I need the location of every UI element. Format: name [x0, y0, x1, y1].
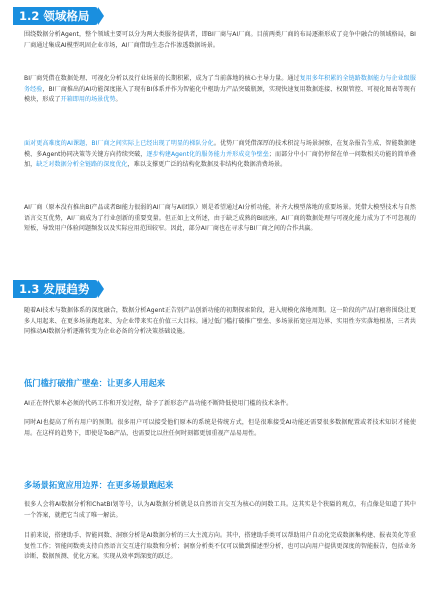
- paragraph-bi-vendors: BI厂商凭借在数据处理、可视化分析以及行业场景的长期积累，成为了当前落地的核心主导力量。通过复用多年积累的全链路数据能力与企业级服务经验，BI厂商推出的AI功能深度嵌入了现有BI体系并作为智能化中枢助力产品突破瓶颈，实现快速复用数据连接、权限管控、可视化图表等现有模块，形成了开箱即用的场景优势。: [24, 75, 416, 104]
- highlight-scenario-advantage: 开箱即用的场景优势: [60, 96, 116, 104]
- subheading-multi-scenario: 多场景拓宽应用边界：在更多场景跑起来: [24, 480, 174, 490]
- paragraph-multi-scenario-2: 目前来说，搭建助手、智能问数、洞察分析是AI数据分析的三大主流方向。其中，搭建助手类可以帮助用户自动化完成数据集构建、报表美化等重复性工作；智能问数类支持自然语言交互进行取数和分析；洞察分析类不仅可以做到描述型分析，也可以向用户提供更深度的智能报告，包括业务诊断、数据预测、优化方案。实现从效率到深度的跃迁。: [24, 532, 416, 561]
- paragraph-low-barrier-2: 同时AI也提高了所有用户的预期。很多用户可以接受他们原本的系统是传统方式，但是很难接受AI功能还需要很多数据配置或者技术知识才能使用。在这样的趋势下，即使是ToB产品，也需要比以往任何时刻都更加重视产品易用性。: [24, 419, 416, 437]
- highlight-capability-reuse: 复用多年积累的全链路数据能力与企业级服务经验: [24, 75, 416, 93]
- highlight-pipeline-gap: 缺乏对数据分析全链路的深度优化: [36, 161, 128, 169]
- section-heading-trends: 1.3 发展趋势: [13, 280, 98, 298]
- paragraph-tier-differentiation: 面对更高难度的AI课题，BI厂商之间实际上已经出现了明显的梯队分化。优势厂商凭借深厚的技术积淀与场景洞察，在复杂报告生成、智能数据建模、多Agent协同决策等关键方向持续突破，逐步构建Agent化的服务能力并形成竞争壁垒；而部分中小厂商仍停留在单一问数相关功能的简单叠加，缺乏对数据分析全链路的深度优化，难以支撑更广泛的结构化数据及非结构化数据消费场景。: [24, 140, 417, 169]
- paragraph-multi-scenario-1: 很多人会将AI数据分析和ChatBI划等号，认为AI数据分析就是以自然语言交互为核心的问数工具。这其实是个狭隘的观点，有点像是知道了其中一个答案，就把它当成了唯一解法。: [24, 501, 416, 519]
- paragraph-overview: 围绕数据分析Agent，整个领域主要可以分为两大类服务提供者，即BI厂商与AI厂商。目前两类厂商的布局逐渐形成了竞争中融合的领域格局，BI厂商通过集成AI模型巩固企业市场，AI厂商借助生态合作渗透数据场景。: [24, 31, 416, 49]
- paragraph-low-barrier-1: AI正在替代原本必须的代码工作和开发过程，给予了新形态产品功能不断降低使用门槛的技术条件。: [24, 400, 293, 407]
- highlight-agent-barrier: 逐步构建Agent化的服务能力并形成竞争壁垒: [146, 150, 269, 158]
- subheading-low-barrier: 低门槛打破推广壁垒：让更多人用起来: [24, 378, 166, 388]
- highlight-tier-split: 面对更高难度的AI课题，BI厂商之间实际上已经出现了明显的梯队分化: [24, 140, 214, 147]
- paragraph-ai-vendors: AI厂商（原本没有推出BI产品或者BI能力很弱的AI厂商与AI团队）则是希望通过AI分析功能，补齐大模型落地的重要场景。凭借大模型技术与自然语言交互优势，AI厂商成为了行业创新的重要变量。但正如上文所述，由于缺乏成熟的BI底座，AI厂商的数据处理与可视化能力成为了不可忽视的短板，导致用户体验问题频发以及实际应用范围较窄。因此，部分AI厂商也在寻求与BI厂商之间的合作共赢。: [24, 204, 416, 233]
- section-heading-landscape: 1.2 领域格局: [13, 7, 98, 25]
- paragraph-trends-overview: 随着AI技术与数据体系的深度融合，数据分析Agent正告别产品创新功能的初期探索阶段，进入规模化落地周期。这一阶段的产品打磨将围绕让更多人用起来、在更多场景跑起来、为企业带来实在价值三大目标。通过低门槛打破推广壁垒、多场景拓宽应用边界、实用性夯实落地根基，三者共同推动AI数据分析逐渐转变为企业必备的分析决策基础设施。: [24, 307, 416, 336]
